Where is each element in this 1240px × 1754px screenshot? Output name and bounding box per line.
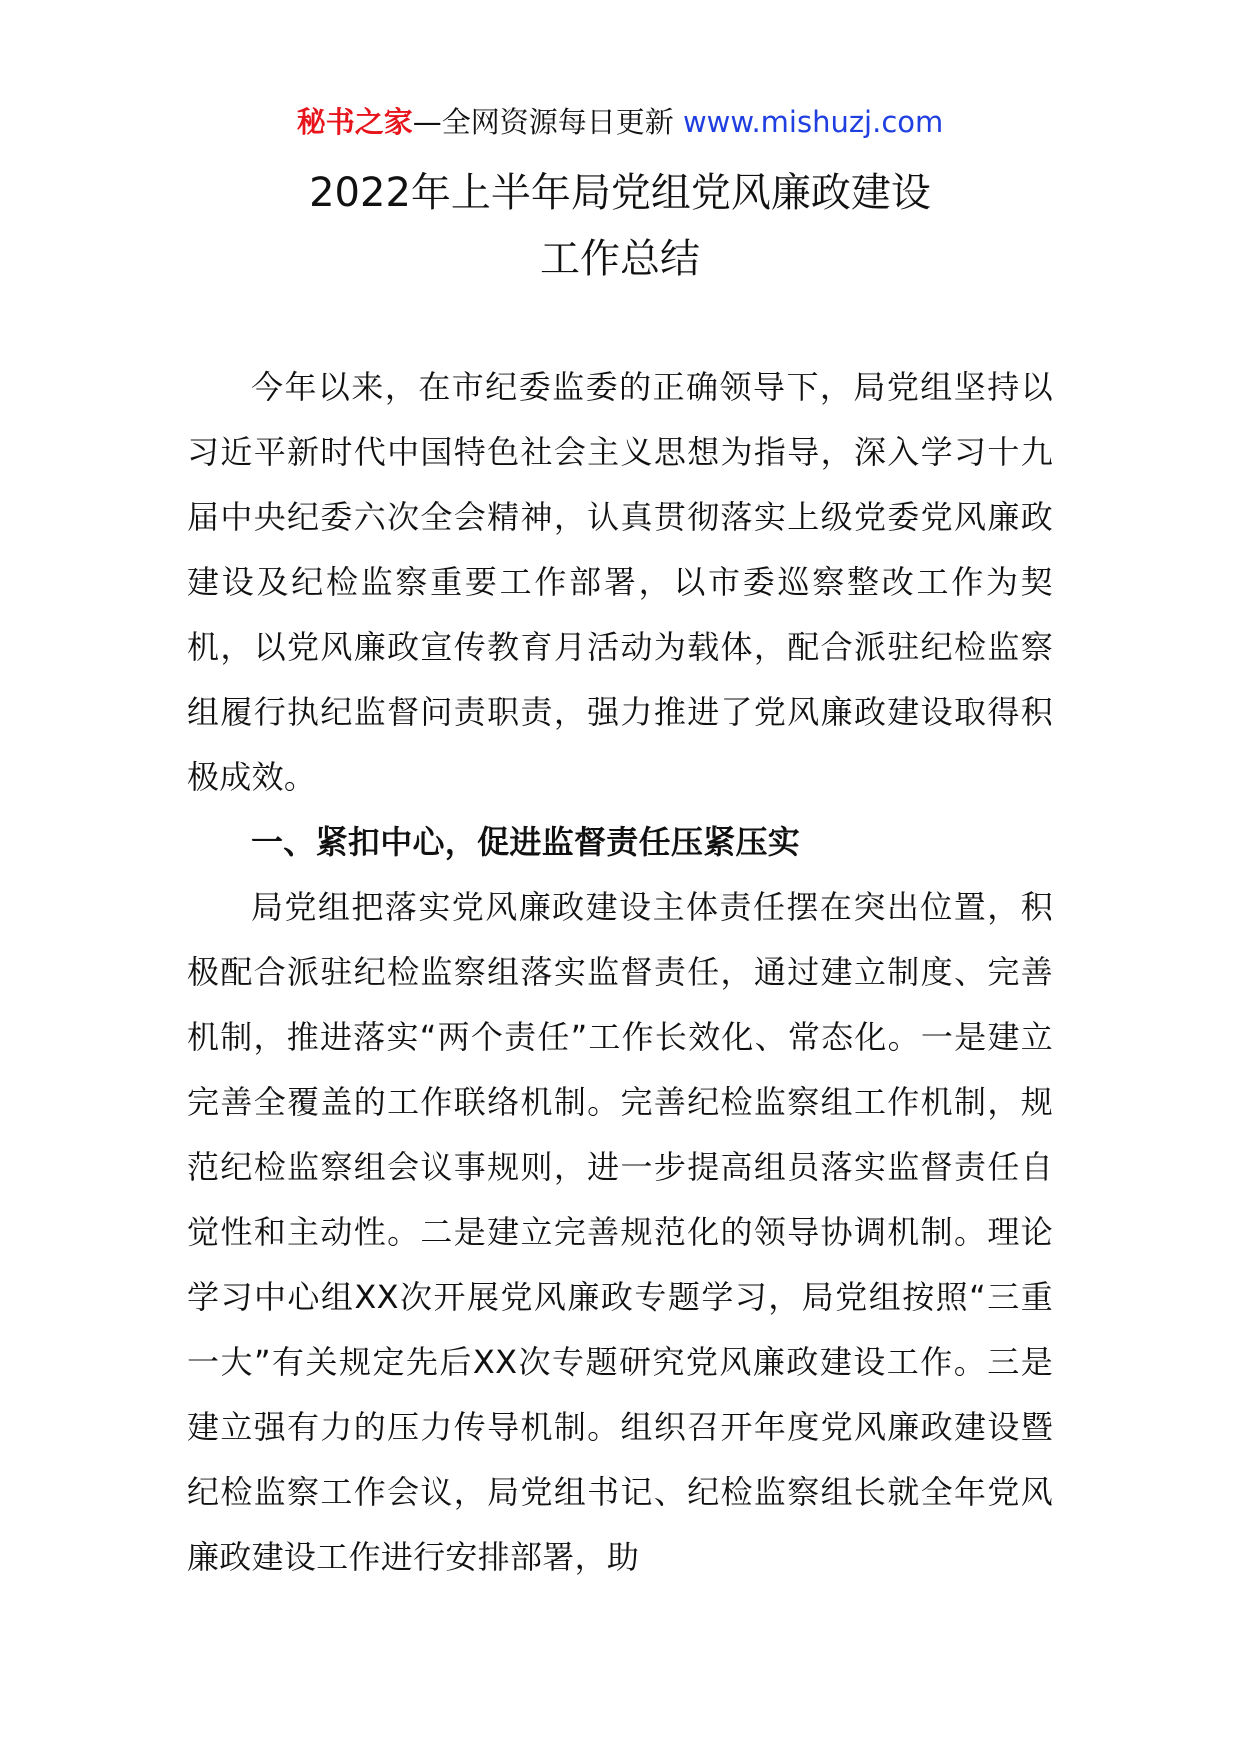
- section-heading-1: 一、紧扣中心，促进监督责任压紧压实: [251, 823, 801, 861]
- document-title-line-2: 工作总结: [540, 236, 700, 282]
- intro-paragraph: 今年以来，在市纪委监委的正确领导下，局党组坚持以习近平新时代中国特色社会主义思想为指导，深入学习十九届中央纪委六次全会精神，认真贯彻落实上级党委党风廉政建设及纪检监察重要工作部署，以市委巡察整改工作为契机，以党风廉政宣传教育月活动为载体，配合派驻纪检监察组履行执纪监督问责职责，强力推进了党风廉政建设取得积极成效。: [187, 368, 1053, 796]
- site-brand: 秘书之家: [296, 105, 413, 139]
- section-1-paragraph: 局党组把落实党风廉政建设主体责任摆在突出位置，积极配合派驻纪检监察组落实监督责任，通过建立制度、完善机制，推进落实“两个责任”工作长效化、常态化。一是建立完善全覆盖的工作联络机制。完善纪检监察组工作机制，规范纪检监察组会议事规则，进一步提高组员落实监督责任自觉性和主动性。二是建立完善规范化的领导协调机制。理论学习中心组XX次开展党风廉政专题学习，局党组按照“三重一大”有关规定先后XX次专题研究党风廉政建设工作。三是建立强有力的压力传导机制。组织召开年度党风廉政建设暨纪检监察工作会议，局党组书记、纪检监察组长就全年党风廉政建设工作进行安排部署，助: [187, 888, 1053, 1576]
- site-url-link[interactable]: www.mishuzj.com: [682, 105, 944, 139]
- document-title-line-1: 2022年上半年局党组党风廉政建设: [309, 170, 931, 216]
- site-header: [0, 100, 1240, 144]
- site-slogan: —全网资源每日更新: [412, 105, 683, 139]
- document-body: [187, 355, 1053, 1590]
